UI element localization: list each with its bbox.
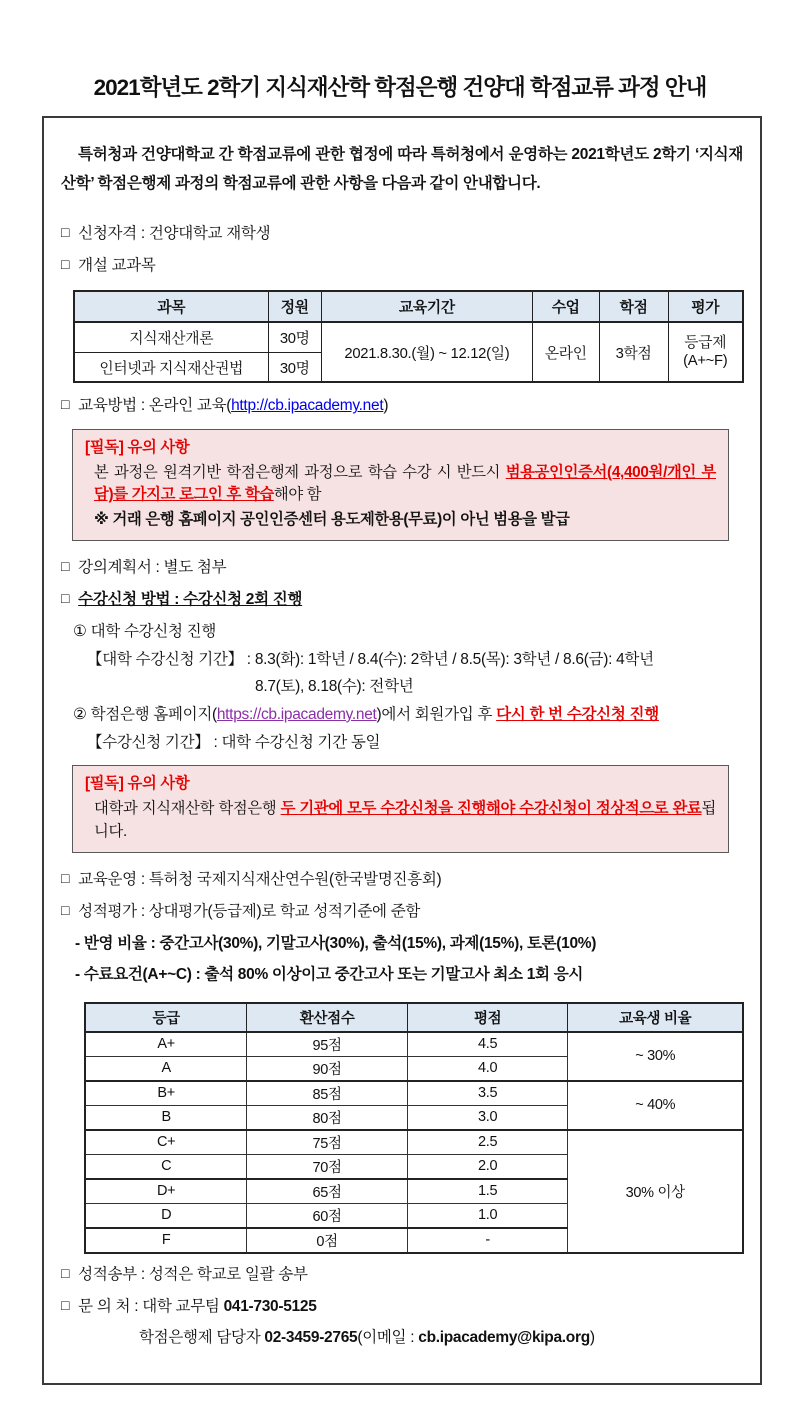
score-cell: 80점 (247, 1105, 408, 1130)
registration-step1-period: 【대학 수강신청 기간】 : 8.3(화): 1학년 / 8.4(수): 2학년 / 8.5(목): 3학년 / 8.6(금): 4학년 (87, 650, 654, 668)
item-eligibility-text: 신청자격 : 건양대학교 재학생 (78, 224, 271, 242)
course-name-cell: 지식재산개론 (74, 322, 268, 352)
notice-body-tail: 됩니다. (94, 799, 717, 840)
intro-paragraph: 특허청과 건양대학교 간 학점교류에 관한 협정에 따라 특허청에서 운영하는 2021학년도 2학기 ‘지식재산학’ 학점은행제 과정의 학점교류에 관한 사항을 다음과 같이 안내합니다. (61, 146, 743, 193)
grade-cell: A (85, 1056, 247, 1081)
course-table-header-cell: 교육기간 (322, 291, 533, 322)
contact2-text: 학점은행제 담당자 (139, 1329, 265, 1347)
grade-table-header-cell: 교육생 비율 (568, 1003, 743, 1032)
item-education-method (61, 395, 743, 417)
document-body-frame (42, 116, 762, 1385)
course-capacity-cell: 30명 (268, 352, 322, 382)
registration-step2-period: 【수강신청 기간】 : 대학 수강신청 기간 동일 (87, 733, 381, 751)
table-row (85, 1130, 743, 1155)
item-contact-creditbank (139, 1327, 743, 1349)
course-capacity-cell: 30명 (268, 322, 322, 352)
score-cell: 85점 (247, 1081, 408, 1106)
checkbox-bullet-icon: □ (61, 901, 70, 918)
notice-body (94, 462, 716, 507)
item-grading-text: 성적평가 : 상대평가(등급제)로 학교 성적기준에 준함 (78, 902, 421, 920)
grade-cell: B+ (85, 1081, 247, 1106)
checkbox-bullet-icon: □ (61, 870, 70, 887)
item-courses-label-text: 개설 교과목 (78, 256, 156, 274)
ratio-cell: ~ 30% (568, 1032, 743, 1081)
registration-step2 (73, 704, 743, 726)
grade-cell: D (85, 1203, 247, 1228)
step2-prefix: ② 학점은행 홈페이지( (73, 705, 217, 723)
course-period-cell: 2021.8.30.(월) ~ 12.12(일) (322, 322, 533, 382)
course-name-cell: 인터넷과 지식재산권법 (74, 352, 268, 382)
registration-step1-period2: 8.7(토), 8.18(수): 전학년 (255, 678, 414, 696)
course-table-header-cell: 학점 (599, 291, 668, 322)
notice-body (94, 798, 716, 843)
score-cell: 0점 (247, 1228, 408, 1253)
evaluation-line1: 등급제 (684, 334, 727, 351)
grade-cell: C (85, 1154, 247, 1179)
checkbox-bullet-icon: □ (61, 223, 70, 240)
course-evaluation-cell (668, 322, 743, 382)
gpa-cell: 4.5 (407, 1032, 568, 1057)
item-eligibility (61, 223, 743, 245)
grade-cell: A+ (85, 1032, 247, 1057)
gpa-cell: 3.5 (407, 1081, 568, 1106)
score-cell: 75점 (247, 1130, 408, 1155)
step2-mid: )에서 회원가입 후 (376, 705, 497, 723)
table-row (85, 1081, 743, 1106)
table-row (74, 322, 743, 352)
item-courses-label (61, 255, 743, 277)
grade-table-header-cell: 등급 (85, 1003, 247, 1032)
creditbank-site-link[interactable]: https://cb.ipacademy.net (216, 705, 377, 723)
step2-highlight-text: 다시 한 번 수강신청 진행 (496, 705, 659, 723)
notice-label: [필독] 유의 사항 (85, 775, 190, 793)
gpa-cell: 3.0 (407, 1105, 568, 1130)
score-cell: 90점 (247, 1056, 408, 1081)
item-contact (61, 1296, 743, 1318)
course-table-header-row (74, 291, 743, 322)
item-operation-text: 교육운영 : 특허청 국제지식재산연수원(한국발명진흥회) (78, 871, 442, 889)
gpa-cell: 4.0 (407, 1056, 568, 1081)
course-table-header-cell: 수업 (532, 291, 599, 322)
item-operation (61, 869, 743, 891)
grade-table-header-cell: 환산점수 (247, 1003, 408, 1032)
table-row (85, 1032, 743, 1057)
grade-table-header-cell: 평점 (407, 1003, 568, 1032)
course-mode-cell: 온라인 (532, 322, 599, 382)
item-registration-text: 수강신청 방법 : 수강신청 2회 진행 (78, 591, 303, 609)
grading-ratio-line: - 반영 비율 : 중간고사(30%), 기말고사(30%), 출석(15%), 과제(15%), 토론(10%) (75, 934, 597, 952)
item-transcript (61, 1264, 743, 1286)
course-credits-cell: 3학점 (599, 322, 668, 382)
item-grading (61, 901, 743, 923)
contact-phone: 041-730-5125 (223, 1297, 317, 1315)
score-cell: 95점 (247, 1032, 408, 1057)
grade-cell: C+ (85, 1130, 247, 1155)
course-table-header-cell: 평가 (668, 291, 743, 322)
checkbox-bullet-icon: □ (61, 590, 70, 607)
item-registration (61, 589, 743, 611)
notice-box-certificate (72, 429, 729, 542)
contact-text: 문 의 처 : 대학 교무팀 (78, 1297, 224, 1315)
contact2-phone: 02-3459-2765 (264, 1329, 358, 1347)
checkbox-bullet-icon: □ (61, 1296, 70, 1313)
grade-table (84, 1002, 744, 1254)
evaluation-line2: (A+~F) (683, 353, 728, 370)
ratio-cell: 30% 이상 (568, 1130, 743, 1253)
contact2-suffix: ) (589, 1329, 595, 1347)
course-table (73, 290, 744, 383)
notice-highlight-text: 범용공인인증서(4,400원/개인 부담)를 가지고 로그인 후 학습 (94, 463, 716, 504)
score-cell: 65점 (247, 1179, 408, 1204)
contact2-mid: (이메일 : (357, 1329, 419, 1347)
gpa-cell: 2.0 (407, 1154, 568, 1179)
gpa-cell: 1.0 (407, 1203, 568, 1228)
notice-box-dual-registration (72, 765, 729, 853)
notice-reference-text: ※ 거래 은행 홈페이지 공인인증센터 용도제한용(무료)이 아닌 범용을 발급 (94, 510, 570, 528)
grade-cell: D+ (85, 1179, 247, 1204)
notice-label: [필독] 유의 사항 (85, 438, 190, 456)
item-transcript-text: 성적송부 : 성적은 학교로 일괄 송부 (78, 1265, 308, 1283)
page-title: 2021학년도 2학기 지식재산학 학점은행 건양대 학점교류 과정 안내 (93, 75, 707, 100)
item-syllabus-text: 강의계획서 : 별도 첨부 (78, 559, 227, 577)
contact2-email: cb.ipacademy@kipa.org (418, 1329, 590, 1347)
grade-cell: F (85, 1228, 247, 1253)
checkbox-bullet-icon: □ (61, 1264, 70, 1281)
checkbox-bullet-icon: □ (61, 396, 70, 413)
education-site-link[interactable]: http://cb.ipacademy.net (231, 397, 384, 415)
completion-requirement-line: - 수료요건(A+~C) : 출석 80% 이상이고 중간고사 또는 기말고사 최소 1회 응시 (75, 966, 584, 984)
notice-body-text: 본 과정은 원격기반 학점은행제 과정으로 학습 수강 시 반드시 (94, 463, 506, 481)
notice-body-tail: 해야 함 (273, 486, 322, 504)
course-table-header-cell: 과목 (74, 291, 268, 322)
registration-step1: ① 대학 수강신청 진행 (73, 622, 216, 640)
course-table-header-cell: 정원 (268, 291, 322, 322)
item-syllabus (61, 557, 743, 579)
notice-highlight-text: 두 기관에 모두 수강신청을 진행해야 수강신청이 정상적으로 완료 (280, 799, 702, 817)
score-cell: 70점 (247, 1154, 408, 1179)
gpa-cell: 1.5 (407, 1179, 568, 1204)
checkbox-bullet-icon: □ (61, 255, 70, 272)
checkbox-bullet-icon: □ (61, 558, 70, 575)
score-cell: 60점 (247, 1203, 408, 1228)
grade-cell: B (85, 1105, 247, 1130)
grade-table-header-row (85, 1003, 743, 1032)
notice-body-text: 대학과 지식재산학 학점은행 (94, 799, 281, 817)
method-text: 교육방법 : 온라인 교육( (78, 397, 232, 415)
gpa-cell: 2.5 (407, 1130, 568, 1155)
method-suffix: ) (383, 397, 389, 415)
gpa-cell: - (407, 1228, 568, 1253)
ratio-cell: ~ 40% (568, 1081, 743, 1130)
